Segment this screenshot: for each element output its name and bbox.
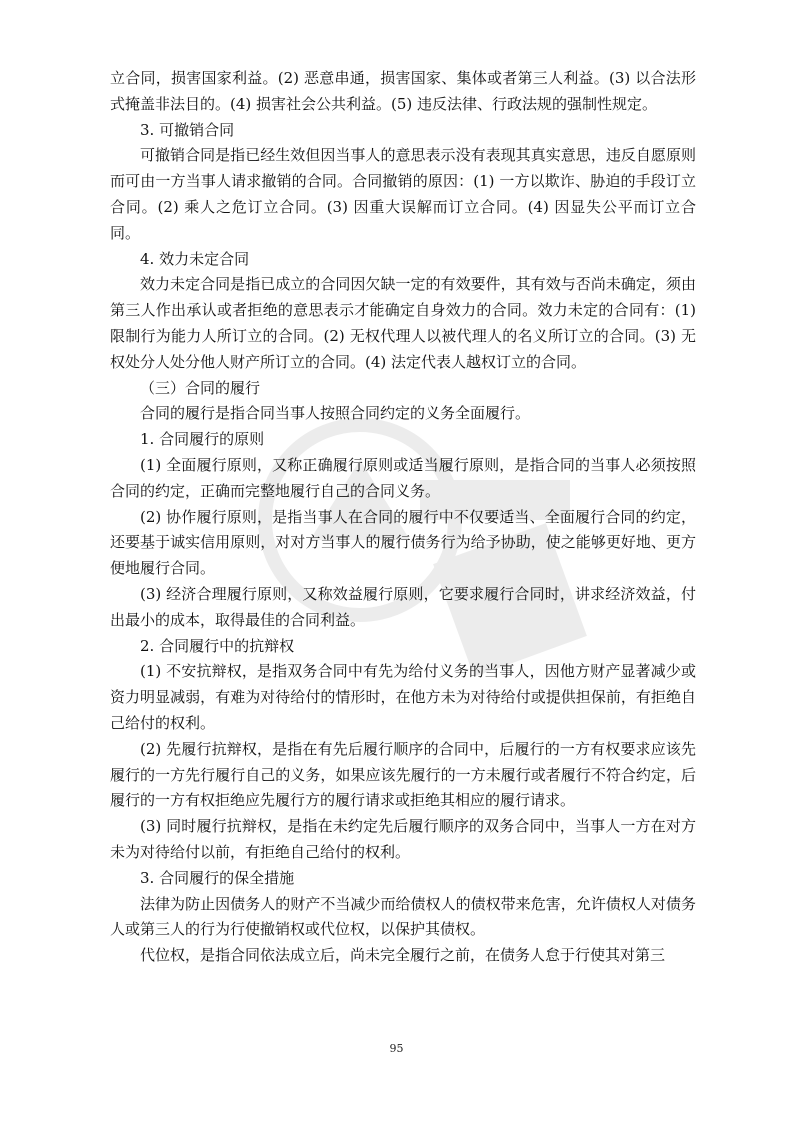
paragraph-pending-contract: 效力未定合同是指已成立的合同因欠缺一定的有效要件，其有效与否尚未确定，须由第三人作出承认或者拒绝的意思表示才能确定自身效力的合同。效力未定的合同有：(1) 限制行为能力人所订立的合同。(2) 无权代理人以被代理人的名义所订立的合同。(3) 无权处分人处分他人财产所订立的合同。(4) 法定代表人越权订立的合同。: [110, 275, 696, 371]
paragraph-principle-full: (1) 全面履行原则，又称正确履行原则或适当履行原则，是指合同的当事人必须按照合同的约定，正确而完整地履行自己的合同义务。: [110, 455, 696, 500]
heading-contract-performance: （三）合同的履行: [140, 378, 261, 397]
paragraph-defense-insecurity: (1) 不安抗辩权，是指双务合同中有先为给付义务的当事人，因他方财产显著减少或资力明显减弱，有难为对待给付的情形时，在他方未为对待给付或提供担保前，有拒绝自己给付的权利。: [110, 662, 696, 732]
paragraph-subrogation: 代位权，是指合同依法成立后，尚未完全履行之前，在债务人怠于行使其对第三: [140, 946, 666, 965]
heading-defense-rights: 2. 合同履行中的抗辩权: [140, 636, 295, 655]
paragraph-principle-cooperative: (2) 协作履行原则，是指当事人在合同的履行中不仅要适当、全面履行合同的约定，还要基于诚实信用原则，对对方当事人的履行债务行为给予协助，使之能够更好地、更方便地履行合同。: [110, 507, 696, 578]
heading-revocable-contract: 3. 可撤销合同: [140, 120, 235, 139]
paragraph-preservation: 法律为防止因债务人的财产不当减少而给债权人的债权带来危害，允许债权人对债务人或第三人的行为行使撤销权或代位权，以保护其债权。: [110, 894, 696, 939]
body-text: [110, 66, 696, 969]
page-number: 95: [389, 1042, 404, 1055]
paragraph-defense-prior: (2) 先履行抗辩权，是指在有先后履行顺序的合同中，后履行的一方有权要求应该先履行的一方先行履行自己的义务，如果应该先履行的一方未履行或者履行不符合约定，后履行的一方有权拒绝应先履行方的履行请求或拒绝其相应的履行请求。: [110, 739, 696, 810]
paragraph-performance-definition: 合同的履行是指合同当事人按照合同约定的义务全面履行。: [140, 404, 531, 423]
paragraph-revocable-contract: 可撤销合同是指已经生效但因当事人的意思表示没有表现其真实意思，违反自愿原则而可由一方当事人请求撤销的合同。合同撤销的原因：(1) 一方以欺诈、胁迫的手段订立合同。(2) 乘人之危订立合同。(3) 因重大误解而订立合同。(4) 因显失公平而订立合同。: [110, 146, 696, 242]
heading-performance-principles: 1. 合同履行的原则: [140, 430, 265, 449]
paragraph-defense-simultaneous: (3) 同时履行抗辩权，是指在未约定先后履行顺序的双务合同中，当事人一方在对方未为对待给付以前，有拒绝自己给付的权利。: [110, 817, 696, 861]
heading-pending-contract: 4. 效力未定合同: [140, 249, 250, 268]
paragraph-continued: 立合同，损害国家利益。(2) 恶意串通，损害国家、集体或者第三人利益。(3) 以合法形式掩盖非法目的。(4) 损害社会公共利益。(5) 违反法律、行政法规的强制性规定。: [110, 69, 696, 113]
heading-preservation-measures: 3. 合同履行的保全措施: [140, 868, 295, 887]
paragraph-principle-economic: (3) 经济合理履行原则，又称效益履行原则，它要求履行合同时，讲求经济效益，付出最小的成本，取得最佳的合同利益。: [110, 584, 696, 629]
